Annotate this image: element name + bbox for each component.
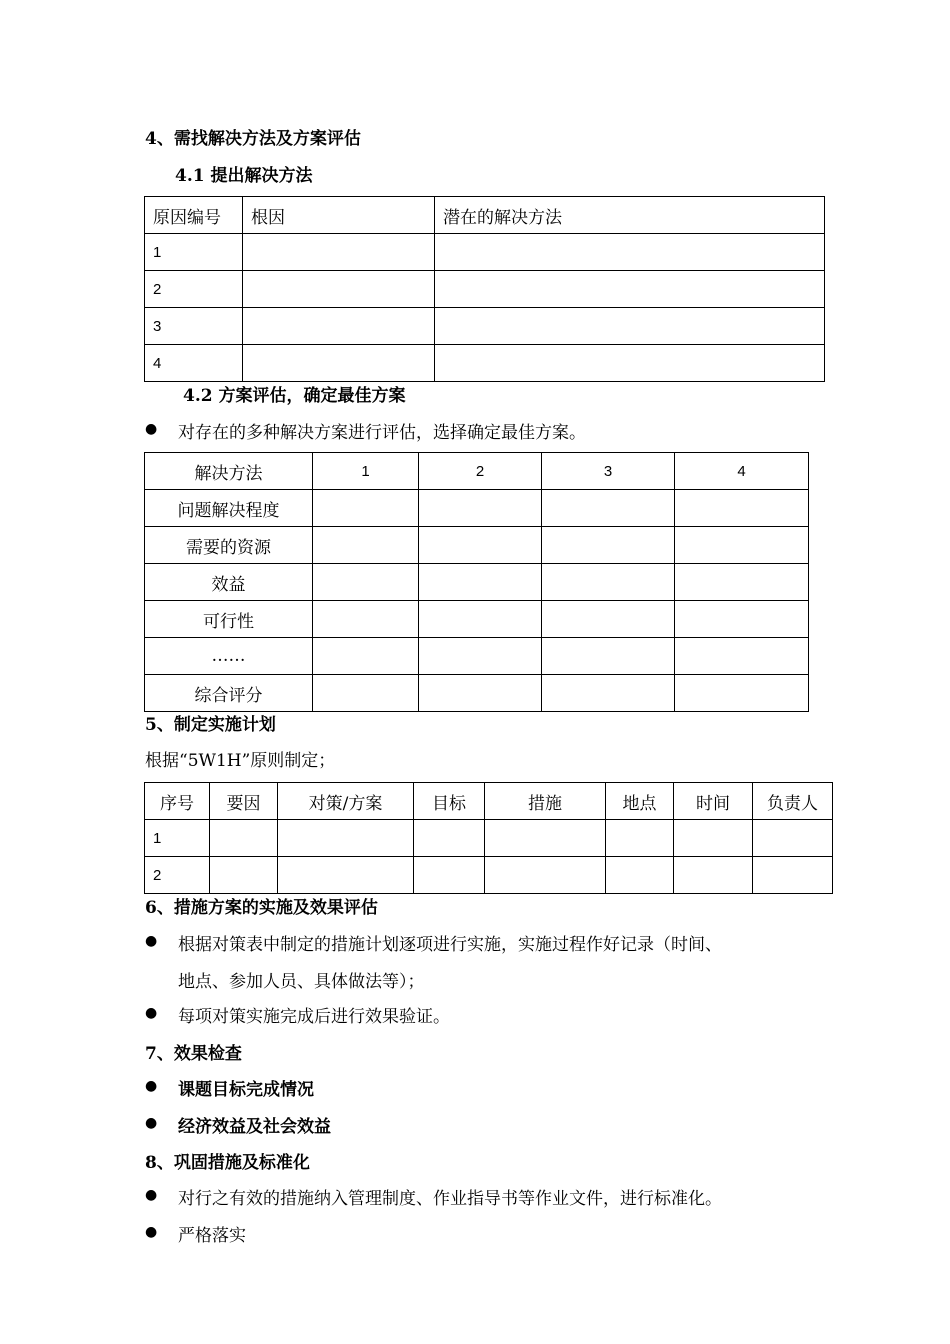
table-cell[interactable] bbox=[606, 857, 674, 894]
table-row bbox=[145, 234, 825, 271]
table-cell[interactable] bbox=[675, 638, 809, 675]
header-cell: 地点 bbox=[606, 783, 674, 820]
row-label: 需要的资源 bbox=[145, 527, 313, 564]
table-cell[interactable] bbox=[313, 675, 419, 712]
table-header-row bbox=[145, 783, 833, 820]
table-cell[interactable] bbox=[542, 675, 675, 712]
table-cell[interactable] bbox=[419, 675, 542, 712]
table-cell[interactable] bbox=[243, 345, 435, 382]
bullet-text: 每项对策实施完成后进行效果验证。 bbox=[178, 1007, 450, 1027]
bullet-icon: ● bbox=[145, 1005, 158, 1021]
table-cell[interactable] bbox=[313, 564, 419, 601]
header-cell: 时间 bbox=[674, 783, 753, 820]
bullet-text: 对行之有效的措施纳入管理制度、作业指导书等作业文件，进行标准化。 bbox=[178, 1189, 722, 1209]
section-6-title: 6、措施方案的实施及效果评估 bbox=[145, 898, 378, 918]
table-cell[interactable] bbox=[278, 857, 414, 894]
table-cell[interactable] bbox=[485, 857, 606, 894]
table-row bbox=[145, 345, 825, 382]
solutions-table bbox=[144, 196, 825, 382]
bullet-icon: ● bbox=[145, 1115, 158, 1131]
table-row bbox=[145, 820, 833, 857]
table-row bbox=[145, 564, 809, 601]
table-cell[interactable] bbox=[313, 527, 419, 564]
table-cell[interactable] bbox=[419, 638, 542, 675]
row-number: 1 bbox=[145, 820, 210, 857]
table-cell[interactable] bbox=[675, 564, 809, 601]
bullet-text: 严格落实 bbox=[178, 1226, 246, 1246]
header-cell: 对策/方案 bbox=[278, 783, 414, 820]
table-cell[interactable] bbox=[675, 527, 809, 564]
table-cell[interactable] bbox=[542, 601, 675, 638]
section-5-paragraph: 根据“5W1H”原则制定； bbox=[145, 751, 336, 771]
table-cell[interactable] bbox=[313, 638, 419, 675]
table-cell[interactable] bbox=[606, 820, 674, 857]
table-cell[interactable] bbox=[674, 820, 753, 857]
header-cell: 3 bbox=[542, 453, 675, 490]
table-cell[interactable] bbox=[542, 638, 675, 675]
header-cell: 根因 bbox=[243, 197, 435, 234]
table-cell[interactable] bbox=[435, 308, 825, 345]
bullet-text-continued: 地点、参加人员、具体做法等）； bbox=[178, 972, 425, 992]
table-cell[interactable] bbox=[419, 527, 542, 564]
section-4-2-title: 4.2 方案评估，确定最佳方案 bbox=[183, 386, 406, 406]
table-cell[interactable] bbox=[675, 675, 809, 712]
header-cell: 2 bbox=[419, 453, 542, 490]
table-row bbox=[145, 857, 833, 894]
row-number: 3 bbox=[145, 308, 243, 345]
table-row bbox=[145, 308, 825, 345]
table-cell[interactable] bbox=[419, 490, 542, 527]
bullet-icon: ● bbox=[145, 1078, 158, 1094]
evaluation-table bbox=[144, 452, 809, 712]
table-cell[interactable] bbox=[419, 601, 542, 638]
row-label: 可行性 bbox=[145, 601, 313, 638]
bullet-icon: ● bbox=[145, 933, 158, 949]
table-cell[interactable] bbox=[414, 820, 485, 857]
row-label: …… bbox=[145, 638, 313, 675]
row-number: 2 bbox=[145, 271, 243, 308]
header-cell: 目标 bbox=[414, 783, 485, 820]
table-cell[interactable] bbox=[313, 490, 419, 527]
table-cell[interactable] bbox=[542, 564, 675, 601]
table-row bbox=[145, 638, 809, 675]
bullet-icon: ● bbox=[145, 421, 158, 437]
table-header-row bbox=[145, 197, 825, 234]
table-cell[interactable] bbox=[675, 490, 809, 527]
row-number: 1 bbox=[145, 234, 243, 271]
section-4-1-title: 4.1 提出解决方法 bbox=[175, 166, 313, 186]
table-row bbox=[145, 490, 809, 527]
table-cell[interactable] bbox=[313, 601, 419, 638]
section-5-title: 5、制定实施计划 bbox=[145, 715, 276, 735]
table-cell[interactable] bbox=[435, 271, 825, 308]
table-cell[interactable] bbox=[753, 857, 833, 894]
bullet-text: 根据对策表中制定的措施计划逐项进行实施，实施过程作好记录（时间、 bbox=[178, 935, 722, 955]
bullet-icon: ● bbox=[145, 1187, 158, 1203]
table-cell[interactable] bbox=[485, 820, 606, 857]
section-8-title: 8、巩固措施及标准化 bbox=[145, 1153, 310, 1173]
header-cell: 负责人 bbox=[753, 783, 833, 820]
table-row bbox=[145, 675, 809, 712]
header-cell: 要因 bbox=[210, 783, 278, 820]
table-cell[interactable] bbox=[675, 601, 809, 638]
header-cell: 1 bbox=[313, 453, 419, 490]
header-cell: 解决方法 bbox=[145, 453, 313, 490]
header-cell: 措施 bbox=[485, 783, 606, 820]
row-label: 综合评分 bbox=[145, 675, 313, 712]
table-row bbox=[145, 601, 809, 638]
table-cell[interactable] bbox=[243, 271, 435, 308]
row-number: 4 bbox=[145, 345, 243, 382]
section-4-title: 4、需找解决方法及方案评估 bbox=[145, 129, 361, 149]
table-cell[interactable] bbox=[753, 820, 833, 857]
header-cell: 潜在的解决方法 bbox=[435, 197, 825, 234]
row-number: 2 bbox=[145, 857, 210, 894]
bullet-icon: ● bbox=[145, 1224, 158, 1240]
table-cell[interactable] bbox=[419, 564, 542, 601]
header-cell: 原因编号 bbox=[145, 197, 243, 234]
bullet-text: 课题目标完成情况 bbox=[178, 1080, 314, 1100]
table-cell[interactable] bbox=[210, 857, 278, 894]
bullet-text: 对存在的多种解决方案进行评估，选择确定最佳方案。 bbox=[178, 423, 586, 443]
table-row bbox=[145, 271, 825, 308]
header-cell: 4 bbox=[675, 453, 809, 490]
row-label: 效益 bbox=[145, 564, 313, 601]
implementation-plan-table bbox=[144, 782, 833, 894]
table-cell[interactable] bbox=[243, 308, 435, 345]
table-cell[interactable] bbox=[542, 527, 675, 564]
header-cell: 序号 bbox=[145, 783, 210, 820]
table-cell[interactable] bbox=[210, 820, 278, 857]
table-cell[interactable] bbox=[414, 857, 485, 894]
section-7-title: 7、效果检查 bbox=[145, 1044, 242, 1064]
table-cell[interactable] bbox=[435, 345, 825, 382]
table-row bbox=[145, 527, 809, 564]
table-cell[interactable] bbox=[278, 820, 414, 857]
bullet-text: 经济效益及社会效益 bbox=[178, 1117, 331, 1137]
table-cell[interactable] bbox=[542, 490, 675, 527]
table-cell[interactable] bbox=[674, 857, 753, 894]
row-label: 问题解决程度 bbox=[145, 490, 313, 527]
table-cell[interactable] bbox=[243, 234, 435, 271]
table-cell[interactable] bbox=[435, 234, 825, 271]
table-header-row bbox=[145, 453, 809, 490]
